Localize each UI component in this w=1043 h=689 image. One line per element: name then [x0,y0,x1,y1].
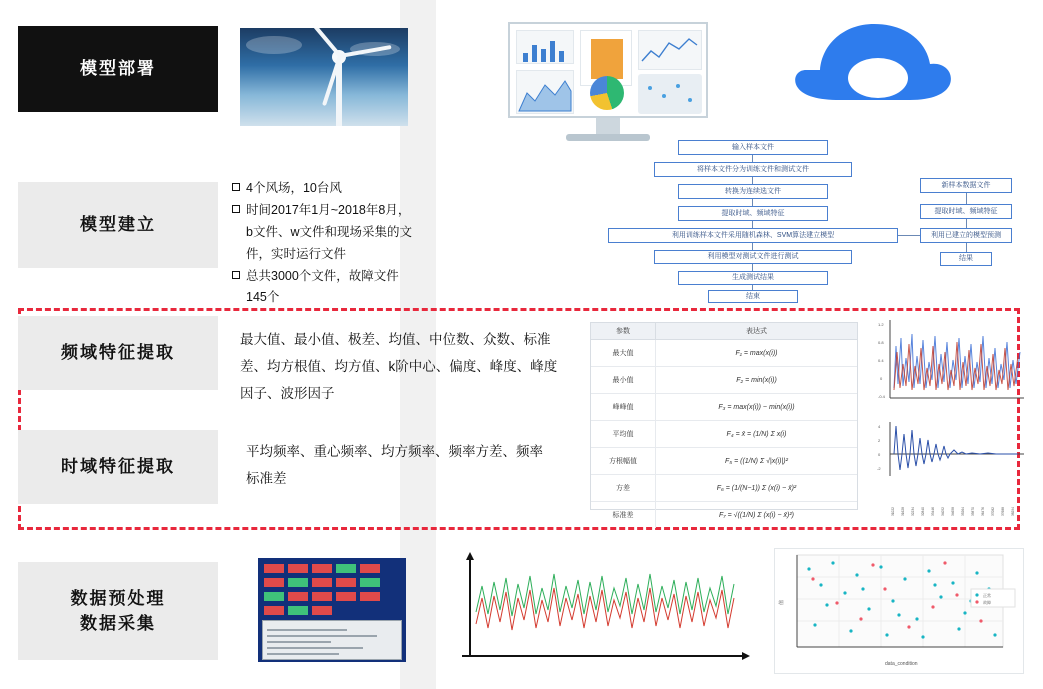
table-cell-name: 方根幅值 [591,448,656,474]
list-item [232,178,412,200]
list-item [232,200,412,266]
raw-signal-timeseries-plot [452,552,752,670]
svg-text:38294: 38294 [1011,507,1015,516]
stage-label-time: 时域特征提取 [18,430,218,504]
table-cell-formula: F₆ = (1/(N−1)) Σ (x(i) − x̄)² [716,484,797,492]
svg-text:35264: 35264 [961,507,965,516]
stage-label-deploy: 模型部署 [18,26,218,112]
dashboard-tile-pie [590,76,624,110]
flow-node: 利用模型对测试文件进行测试 [654,250,852,264]
flow-side-node: 利用已建立的模型预测 [920,228,1012,243]
svg-text:34052: 34052 [941,507,945,516]
table-cell-name: 最小值 [591,367,656,393]
svg-text:33446: 33446 [931,507,935,516]
table-header [591,323,857,340]
table-row [591,421,857,448]
bullet-square-icon [232,183,240,191]
flow-side-node: 新样本数据文件 [920,178,1012,193]
svg-text:0: 0 [878,452,881,457]
flow-node: 提取时域、频域特征 [678,206,828,221]
area-chart-icon [517,71,573,113]
time-feature-text: 平均频率、重心频率、均方频率、频率方差、频率标准差 [246,444,543,486]
flow-node: 结束 [708,290,798,303]
model-bullet-list [232,178,412,309]
line-chart-icon [639,31,701,69]
stage-label-model: 模型建立 [18,182,218,268]
stage-label-data-line1: 数据预处理 [70,588,166,608]
table-cell-name: 平均值 [591,421,656,447]
table-row [591,448,857,475]
turbine-blade [305,28,341,57]
table-row [591,394,857,421]
dashboard-tile-map [638,74,702,114]
code-window [262,620,402,660]
table-cell-formula: F₃ = max(x(i)) − min(x(i)) [718,403,795,411]
bullet-text: 时间2017年1月~2018年8月，b文件、w文件和现场采集的文件，实时运行文件 [246,202,412,261]
svg-text:4: 4 [878,424,881,429]
table-header-cell: 表达式 [746,328,767,335]
table-row [591,502,857,528]
svg-text:31022: 31022 [891,507,895,516]
dashboard-tile-line [638,30,702,70]
formula-table [590,322,858,519]
flow-side-node: 提取时域、频域特征 [920,204,1012,219]
svg-text:正常: 正常 [983,593,991,598]
svg-text:1.2: 1.2 [878,322,884,327]
table-cell-name: 峰峰值 [591,394,656,420]
table-cell-formula: F₇ = √((1/N) Σ (x(i) − x̄)²) [718,511,795,519]
table-cell-formula: F₄ = x̄ = (1/N) Σ x(i) [726,430,787,438]
table-cell-name: 方差 [591,475,656,501]
bullet-text: 总共3000个文件，故障文件145个 [246,268,399,305]
wind-turbine-photo [240,28,408,126]
frequency-feature-text: 最大值、最小值、极差、均值、中位数、众数、标准差、均方根值、均方值、k阶中心、偏度、峰度、峰度因子、波形因子 [240,332,558,401]
bullet-text: 4个风场，10台风 [246,181,342,195]
stage-label-data [18,562,218,660]
svg-text:37688: 37688 [1001,507,1005,516]
svg-text:32234: 32234 [911,507,915,516]
table-cell-formula: F₁ = max(x(i)) [735,349,778,357]
process-flowchart [600,140,1020,300]
svg-text:0.4: 0.4 [878,358,884,363]
flow-node: 输入样本文件 [678,140,828,155]
flow-node: 生成测试结果 [678,271,828,285]
svg-text:36476: 36476 [981,507,985,516]
svg-text:故障: 故障 [983,600,991,605]
svg-text:2: 2 [878,438,881,443]
table-cell-formula: F₅ = ((1/N) Σ √|x(i)|)² [725,457,788,465]
svg-text:0.8: 0.8 [878,340,884,345]
flow-node: 转换为连续选文件 [678,184,828,199]
table-row [591,475,857,502]
svg-text:34658: 34658 [951,507,955,516]
data-acquisition-screenshot [258,558,406,662]
svg-text:0: 0 [880,376,883,381]
svg-text:35870: 35870 [971,507,975,516]
bullet-square-icon [232,205,240,213]
svg-text:32840: 32840 [921,507,925,516]
scatter-x-label: data_condition [885,661,918,667]
scatter-y-label: 值 [779,599,785,605]
stage-label-frequency: 频域特征提取 [18,316,218,390]
signal-plot-svg [876,318,1026,414]
svg-text:-2: -2 [877,466,881,471]
flow-node: 利用训练样本文件采用随机森林、SVM算法建立模型 [608,228,898,243]
table-cell-formula: F₂ = min(x(i)) [736,376,777,384]
svg-text:37082: 37082 [991,507,995,516]
table-cell-name: 标准差 [591,502,656,528]
table-cell-name: 最大值 [591,340,656,366]
list-item [232,266,412,310]
table-header-cell: 参数 [591,323,656,339]
monitor-neck [596,118,620,134]
bullet-square-icon [232,271,240,279]
table-row [591,367,857,394]
cloud-logo-icon [790,16,958,126]
svg-text:-0.4: -0.4 [878,394,885,399]
dashboard-tile-bar [516,30,574,64]
table-row [591,340,857,367]
frequency-signal-plot [876,318,1026,414]
dashboard-monitor-illustration [508,22,708,147]
time-signal-plot [876,420,1026,524]
feature-scatter-plot [774,548,1024,674]
stage-label-data-line2: 数据采集 [80,614,156,633]
monitor-screen [508,22,708,118]
cloud-shape [246,36,302,54]
signal-plot-svg-2 [876,420,1026,524]
flow-side-node: 结果 [940,252,992,266]
svg-text:31628: 31628 [901,507,905,516]
dashboard-tile-area [516,70,574,114]
flow-node: 将样本文件分为训练文件和测试文件 [654,162,852,177]
